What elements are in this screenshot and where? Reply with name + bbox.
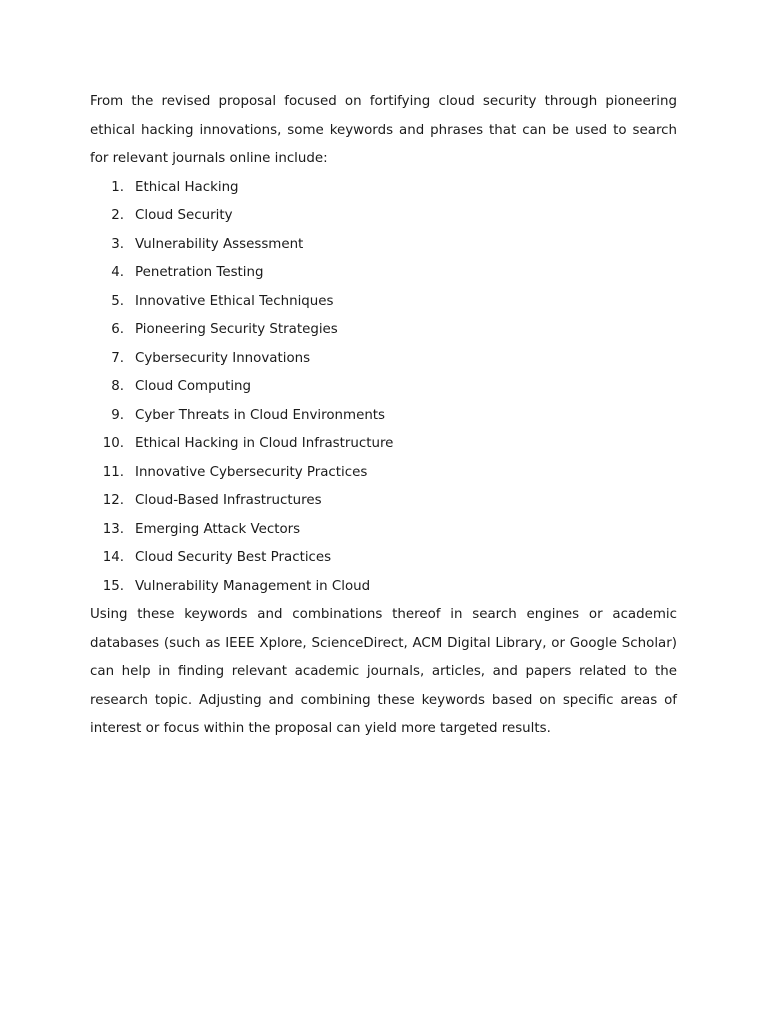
list-item [90, 345, 677, 374]
list-item-text: Pioneering Security Strategies [135, 322, 338, 337]
list-item-number: 15. [102, 578, 124, 594]
list-item-number: 11. [102, 464, 124, 480]
list-item [90, 459, 677, 488]
list-item [90, 259, 677, 288]
intro-paragraph: From the revised proposal focused on fortifying cloud security through pioneering ethical hacking innovations, some keywords and phrases that can be used to search for relevant journals online include: [90, 94, 677, 166]
list-item-text: Emerging Attack Vectors [135, 521, 301, 537]
list-item [90, 373, 677, 402]
conclusion-paragraph: Using these keywords and combinations thereof in search engines or academic databases (such as IEEE Xplore, ScienceDirect, ACM Digital Library, or Google Scholar) can help in finding relevant academic journals, articles, and papers related to the research topic. Adjusting and combining these keywords based on specific areas of interest or focus within the proposal can yield more targeted results. [90, 607, 677, 736]
list-item-number: 1. [111, 179, 124, 195]
list-item-number: 4. [111, 265, 124, 280]
list-item-number: 9. [111, 407, 124, 423]
list-item-number: 2. [111, 208, 124, 223]
list-item-text: Cyber Threats in Cloud Environments [135, 407, 386, 423]
list-item-text: Cybersecurity Innovations [135, 350, 311, 366]
list-item [90, 402, 677, 431]
list-item-text: Innovative Cybersecurity Practices [135, 464, 368, 480]
list-item-text: Ethical Hacking [135, 179, 239, 195]
list-item-number: 10. [102, 436, 124, 451]
list-item [90, 316, 677, 345]
list-item-number: 12. [102, 493, 124, 508]
list-item [90, 516, 677, 545]
list-item-number: 7. [111, 350, 124, 366]
list-item-number: 14. [102, 550, 124, 565]
list-item-text: Vulnerability Management in Cloud [135, 578, 371, 594]
list-item-text: Penetration Testing [135, 265, 264, 280]
list-item-text: Vulnerability Assessment [135, 236, 304, 252]
list-item-text: Cloud Security [135, 208, 233, 223]
list-item-text: Cloud-Based Infrastructures [135, 493, 322, 508]
list-item [90, 430, 677, 459]
list-item-text: Cloud Security Best Practices [135, 550, 332, 565]
list-item-number: 5. [111, 293, 124, 309]
list-item [90, 231, 677, 260]
list-item-text: Ethical Hacking in Cloud Infrastructure [135, 436, 394, 451]
keyword-list [90, 174, 677, 602]
list-item-text: Innovative Ethical Techniques [135, 293, 334, 309]
list-item-number: 8. [111, 379, 124, 394]
list-item [90, 288, 677, 317]
list-item-number: 6. [111, 322, 124, 337]
list-item [90, 573, 677, 602]
list-item-text: Cloud Computing [135, 379, 252, 394]
list-item-number: 13. [102, 521, 124, 537]
list-item [90, 544, 677, 573]
list-item-number: 3. [111, 236, 124, 252]
list-item [90, 174, 677, 203]
list-item [90, 487, 677, 516]
list-item [90, 202, 677, 231]
document-body [90, 88, 677, 744]
